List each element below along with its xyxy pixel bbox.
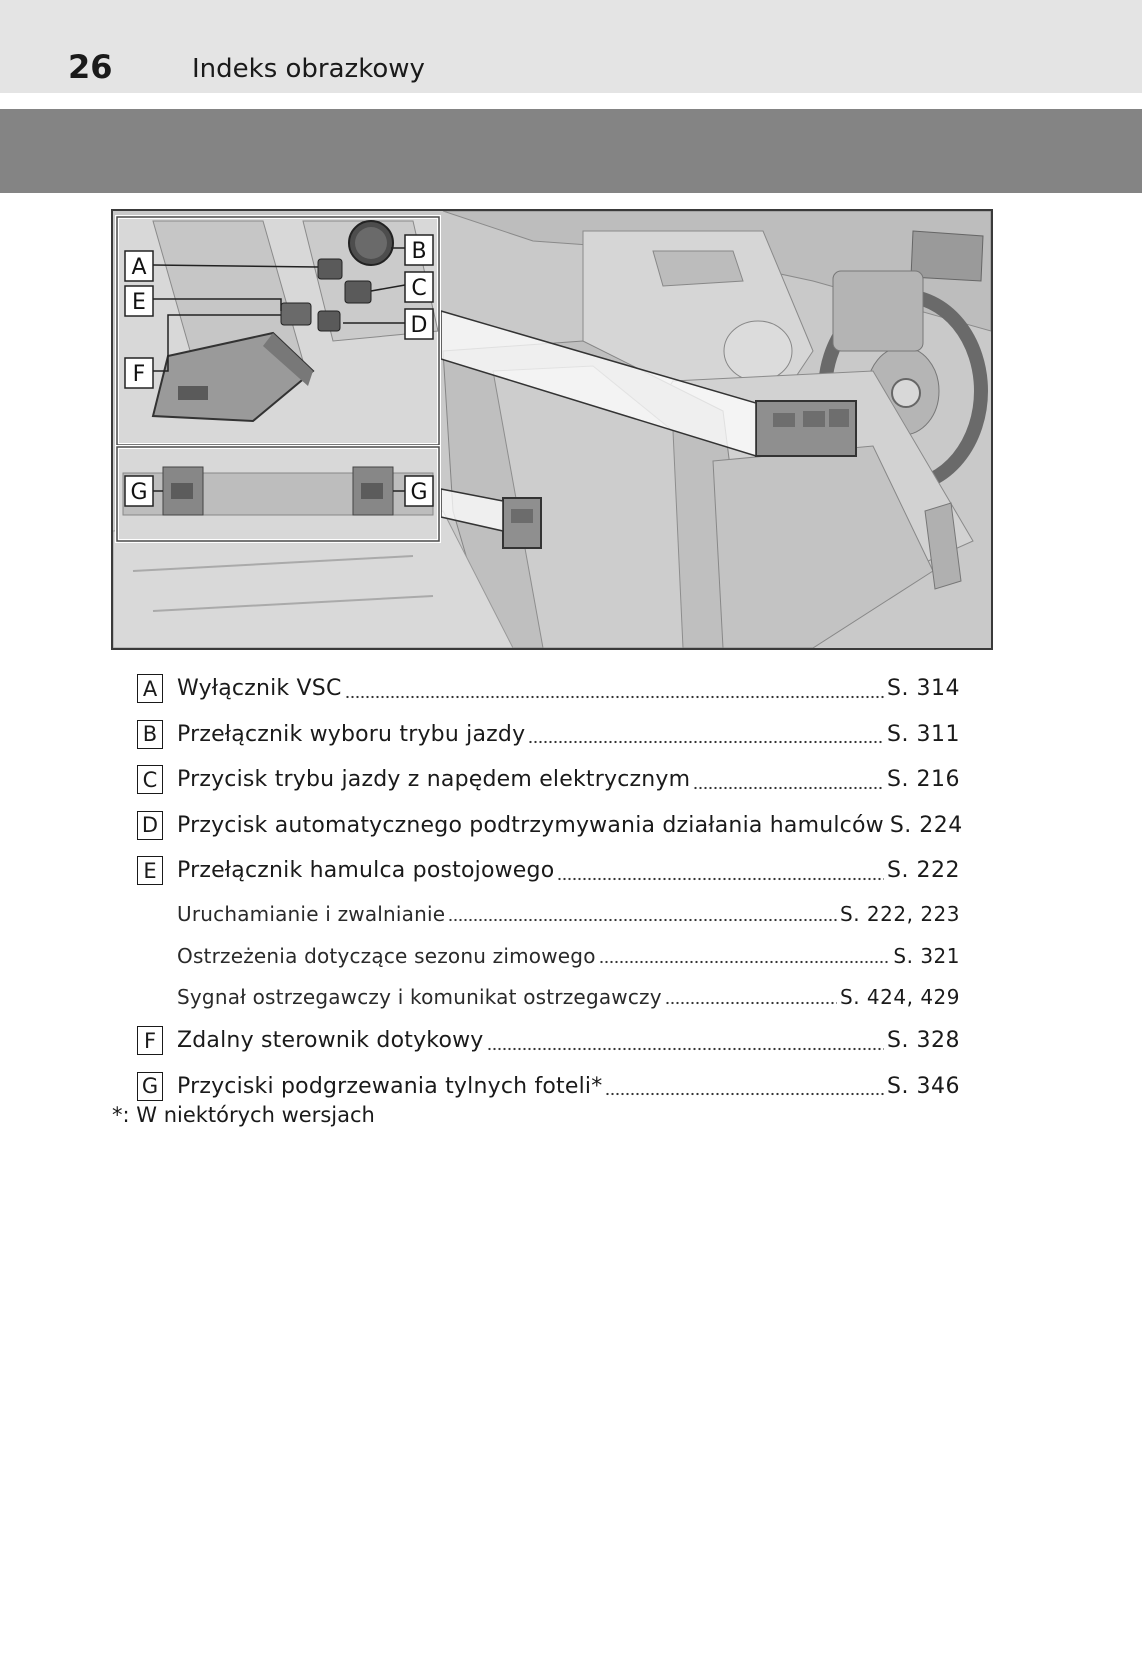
entry-badge: D — [137, 811, 163, 840]
callout-d — [405, 309, 433, 339]
entry-label: Przycisk automatycznego podtrzymywania działania hamulców — [177, 812, 884, 838]
entry-page-ref[interactable]: S. 321 — [893, 943, 960, 968]
section-title: Indeks obrazkowy — [192, 54, 425, 84]
dot-leader — [665, 1001, 837, 1005]
index-entry-b[interactable] — [137, 712, 960, 758]
dot-leader — [528, 740, 884, 744]
entry-badge: F — [137, 1026, 163, 1055]
index-list — [137, 666, 963, 1109]
svg-text:G: G — [410, 480, 428, 505]
dot-leader — [599, 960, 891, 964]
index-entry-d[interactable] — [137, 803, 963, 849]
entry-badge: A — [137, 674, 163, 703]
dot-leader — [448, 918, 837, 922]
dot-leader — [487, 1047, 885, 1051]
callout-g-left — [125, 476, 153, 506]
entry-label: Ostrzeżenia dotyczące sezonu zimowego — [177, 943, 596, 968]
dot-leader — [557, 877, 884, 881]
entry-badge: C — [137, 765, 163, 794]
entry-page-ref[interactable]: S. 328 — [887, 1028, 960, 1054]
svg-text:D: D — [410, 313, 428, 338]
header-bar — [0, 0, 1142, 93]
entry-badge: G — [137, 1072, 163, 1101]
entry-page-ref[interactable]: S. 222 — [887, 858, 960, 884]
entry-page-ref[interactable]: S. 314 — [887, 676, 960, 702]
index-entry-c[interactable] — [137, 757, 960, 803]
svg-text:F: F — [132, 362, 146, 387]
index-entry-a[interactable] — [137, 666, 960, 712]
footnote: *: W niektórych wersjach — [112, 1103, 375, 1127]
svg-text:G: G — [130, 480, 148, 505]
entry-page-ref[interactable]: S. 311 — [887, 721, 960, 747]
callout-f — [125, 358, 153, 388]
dot-leader — [605, 1092, 884, 1096]
callout-c — [405, 272, 433, 302]
svg-text:C: C — [411, 276, 427, 301]
dot-leader — [693, 786, 884, 790]
index-subentry[interactable] — [137, 977, 960, 1019]
callout-a — [125, 251, 153, 281]
entry-page-ref[interactable]: S. 216 — [887, 767, 960, 793]
entry-label: Przyciski podgrzewania tylnych foteli* — [177, 1073, 603, 1099]
interior-illustration — [111, 209, 993, 650]
dot-leader — [345, 695, 885, 699]
entry-label: Zdalny sterownik dotykowy — [177, 1028, 484, 1054]
svg-text:E: E — [132, 290, 146, 315]
entry-label: Uruchamianie i zwalnianie — [177, 902, 446, 927]
callout-b — [405, 235, 433, 265]
entry-label: Wyłącznik VSC — [177, 676, 342, 702]
entry-label: Sygnał ostrzegawczy i komunikat ostrzegawczy — [177, 985, 662, 1010]
index-subentry[interactable] — [137, 894, 960, 936]
svg-text:B: B — [411, 239, 427, 264]
entry-label: Przycisk trybu jazdy z napędem elektrycznym — [177, 767, 691, 793]
entry-label: Przełącznik hamulca postojowego — [177, 858, 555, 884]
callout-g-right — [405, 476, 433, 506]
index-entry-f[interactable] — [137, 1018, 960, 1064]
callout-e — [125, 286, 153, 316]
section-banner — [0, 109, 1142, 193]
index-entry-e[interactable] — [137, 848, 960, 894]
entry-badge: E — [137, 856, 163, 885]
entry-page-ref[interactable]: S. 424, 429 — [840, 985, 960, 1010]
entry-page-ref[interactable]: S. 222, 223 — [840, 902, 960, 927]
entry-badge: B — [137, 720, 163, 749]
entry-page-ref[interactable]: S. 224 — [889, 812, 963, 838]
entry-label: Przełącznik wyboru trybu jazdy — [177, 721, 526, 747]
index-subentry[interactable] — [137, 935, 960, 977]
page-number: 26 — [68, 48, 113, 86]
entry-page-ref[interactable]: S. 346 — [887, 1073, 960, 1099]
svg-text:A: A — [131, 255, 147, 280]
